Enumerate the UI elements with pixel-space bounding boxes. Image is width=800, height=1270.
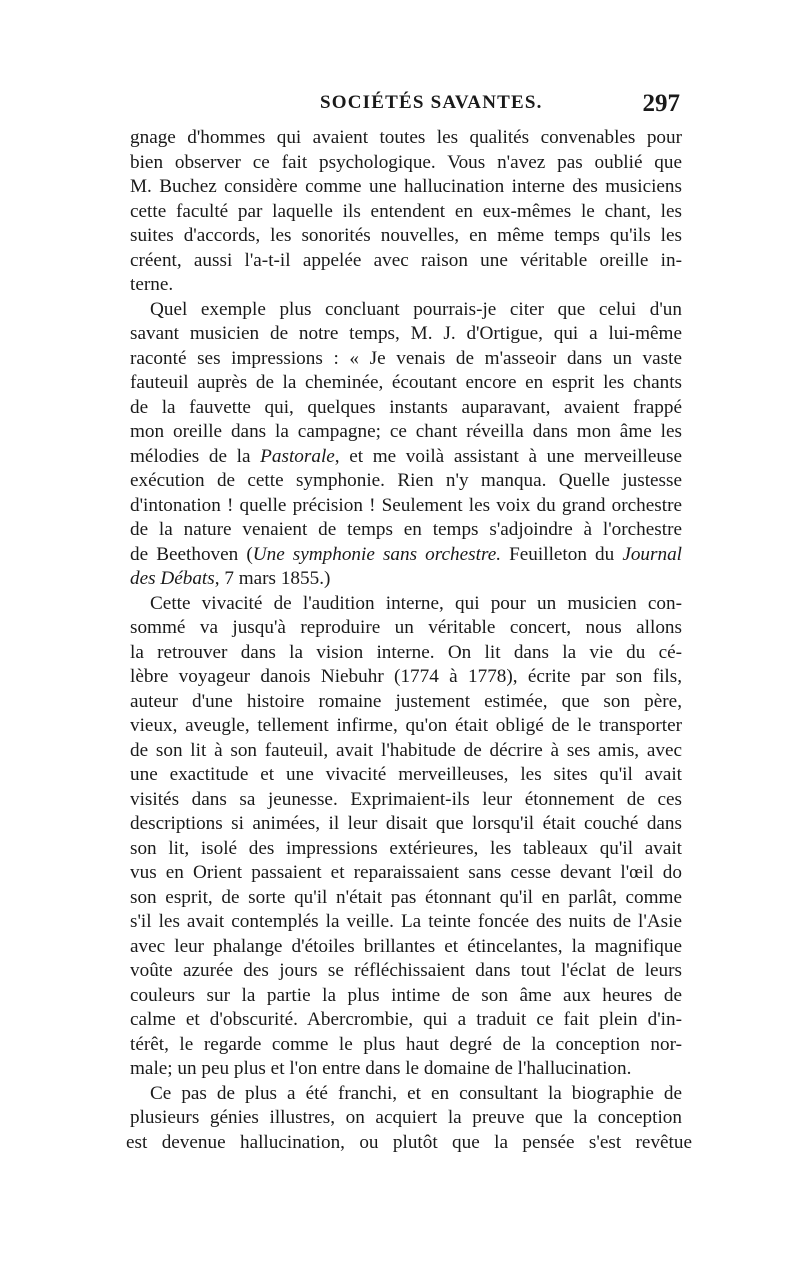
text-run: cette faculté par laquelle ils entendent en eux-mêmes le chant, les bbox=[130, 200, 682, 222]
running-head: SOCIÉTÉS SAVANTES. bbox=[320, 92, 543, 113]
text-line bbox=[130, 273, 682, 298]
text-run: sommé va jusqu'à reproduire un véritable concert, nous allons bbox=[130, 617, 682, 638]
text-run: descriptions si animées, il leur disait que lorsqu'il était couché dans bbox=[130, 813, 682, 834]
text-line bbox=[130, 1106, 682, 1131]
text-line bbox=[130, 249, 682, 274]
text-run: son lit, isolé des impressions extérieures, les tableaux qu'il avait bbox=[130, 837, 682, 859]
text-line bbox=[130, 984, 682, 1009]
text-run: Cette vivacité de l'audition interne, qui pour un musicien con- bbox=[150, 592, 682, 614]
text-line bbox=[130, 812, 682, 837]
text-run: voûte azurée des jours se réfléchissaient dans tout l'éclat de leurs bbox=[130, 960, 682, 981]
text-run: gnage d'hommes qui avaient toutes les qualités convenables pour bbox=[130, 127, 682, 148]
text-line bbox=[130, 298, 682, 323]
text-line bbox=[130, 347, 682, 372]
text-run: s'il les avait contemplés la veille. La teinte foncée des nuits de l'Asie bbox=[130, 911, 682, 932]
text-line bbox=[130, 788, 682, 813]
text-line bbox=[130, 592, 682, 617]
text-line bbox=[130, 494, 682, 519]
text-run: vus en Orient passaient et reparaissaient sans cesse devant l'œil do bbox=[130, 862, 682, 883]
italic-run: des Débats bbox=[130, 568, 215, 589]
text-line bbox=[130, 763, 682, 788]
text-line bbox=[130, 1008, 682, 1033]
text-line bbox=[130, 224, 682, 249]
text-run: fauteuil auprès de la cheminée, écoutant encore en esprit les chants bbox=[130, 372, 682, 393]
text-line bbox=[130, 861, 682, 886]
text-run: , 7 mars 1855.) bbox=[214, 568, 331, 589]
text-run: exécution de cette symphonie. Rien n'y manqua. Quelle justesse bbox=[130, 470, 682, 491]
text-line bbox=[130, 837, 682, 862]
text-run: auteur d'une histoire romaine justement estimée, que son père, bbox=[130, 690, 682, 712]
text-run: , et me voilà assistant à une merveilleuse bbox=[334, 445, 682, 467]
text-run: créent, aussi l'a-t-il appelée avec raison une véritable oreille in- bbox=[130, 249, 682, 271]
text-run: terne. bbox=[130, 274, 174, 295]
text-run: bien observer ce fait psychologique. Vous n'avez pas oublié que bbox=[130, 151, 682, 173]
text-line bbox=[130, 518, 682, 543]
text-run: est devenue hallucination, ou plutôt que la pensée s'est revêtue bbox=[126, 1131, 692, 1153]
text-run: son esprit, de sorte qu'il n'était pas étonnant qu'il en parlât, comme bbox=[130, 886, 682, 908]
text-run: mon oreille dans la campagne; ce chant réveilla dans mon âme les bbox=[130, 421, 682, 442]
text-line bbox=[130, 910, 682, 935]
text-run: calme et d'obscurité. Abercrombie, qui a traduit ce fait plein d'in- bbox=[130, 1009, 682, 1030]
text-run: de la nature venaient de temps en temps s'adjoindre à l'orchestre bbox=[130, 519, 682, 540]
text-line bbox=[130, 322, 682, 347]
text-line bbox=[130, 469, 682, 494]
text-line bbox=[130, 959, 682, 984]
text-line bbox=[130, 739, 682, 764]
text-line bbox=[130, 371, 682, 396]
text-run: couleurs sur la partie la plus intime de son âme aux heures de bbox=[130, 984, 682, 1006]
text-run: d'intonation ! quelle précision ! Seulement les voix du grand orchestre bbox=[130, 494, 682, 516]
text-run: vieux, aveugle, tellement infirme, qu'on était obligé de le transporter bbox=[130, 715, 682, 736]
text-line bbox=[130, 200, 682, 225]
text-run: M. Buchez considère comme une hallucination interne des musiciens bbox=[130, 176, 682, 197]
text-run: savant musicien de notre temps, M. J. d'Ortigue, qui a lui-même bbox=[130, 323, 682, 344]
page-number: 297 bbox=[642, 90, 680, 117]
text-run: la retrouver dans la vision interne. On lit dans la vie du cé- bbox=[130, 641, 682, 663]
text-run: Ce pas de plus a été franchi, et en consultant la biographie de bbox=[150, 1082, 682, 1104]
text-run: Quel exemple plus concluant pourrais-je citer que celui d'un bbox=[150, 298, 682, 320]
italic-run: Journal bbox=[622, 543, 682, 565]
text-line bbox=[130, 641, 682, 666]
text-line bbox=[130, 665, 682, 690]
text-line bbox=[130, 616, 682, 641]
text-line bbox=[130, 1082, 682, 1107]
text-line bbox=[130, 543, 682, 568]
text-run: suites d'accords, les sonorités nouvelles, en même temps qu'ils les bbox=[130, 225, 682, 246]
text-line bbox=[130, 1057, 682, 1082]
text-run: de son lit à son fauteuil, avait l'habitude de décrire à ses amis, avec bbox=[130, 739, 682, 761]
text-run: térêt, le regarde comme le plus haut degré de la conception nor- bbox=[130, 1033, 682, 1055]
text-line bbox=[130, 151, 682, 176]
text-line bbox=[130, 445, 682, 470]
text-run: Feuilleton du bbox=[501, 543, 623, 565]
text-run: male; un peu plus et l'on entre dans le domaine de l'hallucination. bbox=[130, 1058, 632, 1079]
text-line bbox=[130, 935, 682, 960]
body-text bbox=[126, 126, 692, 1155]
text-run: de Beethoven ( bbox=[130, 543, 253, 565]
text-run: visités dans sa jeunesse. Exprimaient-ils leur étonnement de ces bbox=[130, 788, 682, 810]
text-run: plusieurs génies illustres, on acquiert la preuve que la conception bbox=[130, 1107, 682, 1128]
text-line bbox=[130, 714, 682, 739]
text-line bbox=[130, 175, 682, 200]
text-line bbox=[130, 690, 682, 715]
text-run: mélodies de la bbox=[130, 445, 251, 467]
text-run: raconté ses impressions : « Je venais de m'asseoir dans un vaste bbox=[130, 347, 682, 369]
text-line bbox=[130, 886, 682, 911]
text-line bbox=[130, 1033, 682, 1058]
text-run: lèbre voyageur danois Niebuhr (1774 à 1778), écrite par son fils, bbox=[130, 666, 682, 687]
text-run: de la fauvette qui, quelques instants auparavant, avaient frappé bbox=[130, 396, 682, 418]
text-run: avec leur phalange d'étoiles brillantes et étincelantes, la magnifique bbox=[130, 935, 682, 957]
text-line bbox=[126, 1131, 692, 1156]
italic-run: Pastorale bbox=[260, 445, 335, 467]
text-line bbox=[130, 420, 682, 445]
text-line bbox=[130, 126, 682, 151]
page-header bbox=[130, 90, 682, 124]
text-line bbox=[130, 567, 682, 592]
text-run: une exactitude et une vivacité merveilleuses, les sites qu'il avait bbox=[130, 764, 682, 785]
text-line bbox=[130, 396, 682, 421]
italic-run: Une symphonie sans orchestre. bbox=[252, 543, 502, 565]
